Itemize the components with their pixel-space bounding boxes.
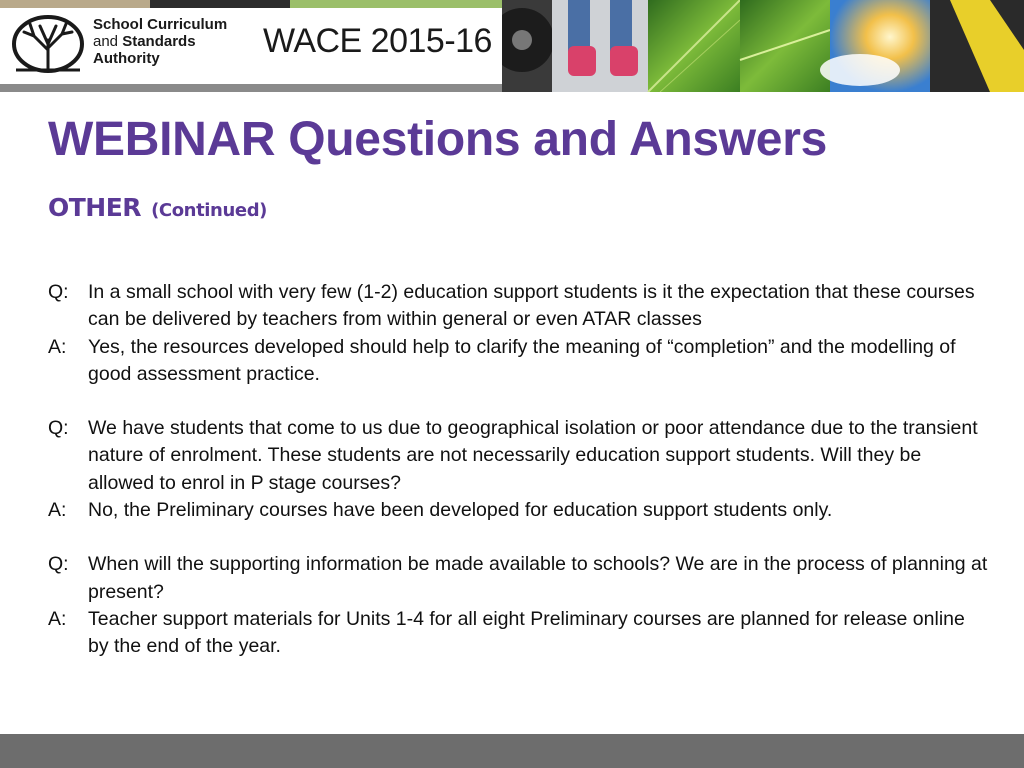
question-label: Q: (48, 553, 69, 576)
page-title: WEBINAR Questions and Answers (48, 113, 827, 166)
answer (48, 334, 988, 389)
question-label: Q: (48, 281, 69, 303)
footer-bar (0, 734, 1024, 768)
answer-text: Yes, the resources developed should help to clarify the meaning of “completion” and the modelling of good assessment practice. (88, 335, 956, 385)
org-name-standards: Standards (122, 33, 196, 50)
question (48, 415, 988, 497)
tree-logo-icon (10, 14, 86, 78)
qa-list (48, 279, 988, 661)
answer (48, 606, 988, 661)
answer-text: No, the Preliminary courses have been developed for education support students only. (88, 499, 833, 522)
header-banner (0, 0, 1024, 92)
answer-label: A: (48, 499, 67, 522)
org-name-line3: Authority (93, 50, 160, 67)
answer-label: A: (48, 607, 67, 630)
banner-underline (0, 84, 502, 92)
section-heading (48, 193, 267, 222)
org-name-and: and (93, 33, 119, 50)
question-text: We have students that come to us due to geographical isolation or poor attendance due to the transient nature of enrolment. These students are not necessarily education support students. Will they be allowed to enrol in P stage courses? (88, 417, 978, 494)
answer-label: A: (48, 335, 67, 358)
qa-spacer (48, 388, 988, 415)
section-name: OTHER (48, 193, 142, 222)
question-text: When will the supporting information be made available to schools? We are in the process of planning at present? (88, 553, 988, 603)
authority-logo-panel (0, 8, 502, 84)
question-text: In a small school with very few (1-2) education support students is it the expectation that these courses can be delivered by teachers from within general or even ATAR classes (88, 281, 975, 331)
qa-spacer (48, 524, 988, 551)
question (48, 551, 988, 606)
program-label: WACE 2015-16 (263, 22, 492, 60)
answer (48, 497, 988, 524)
org-name-line2 (93, 33, 243, 50)
section-note: (Continued) (151, 200, 268, 221)
question-label: Q: (48, 417, 69, 440)
question (48, 279, 988, 334)
org-name-line1: School Curriculum (93, 16, 228, 33)
authority-name (93, 16, 243, 67)
answer-text: Teacher support materials for Units 1-4 for all eight Preliminary courses are planned for release online by the end of the year. (88, 607, 965, 658)
